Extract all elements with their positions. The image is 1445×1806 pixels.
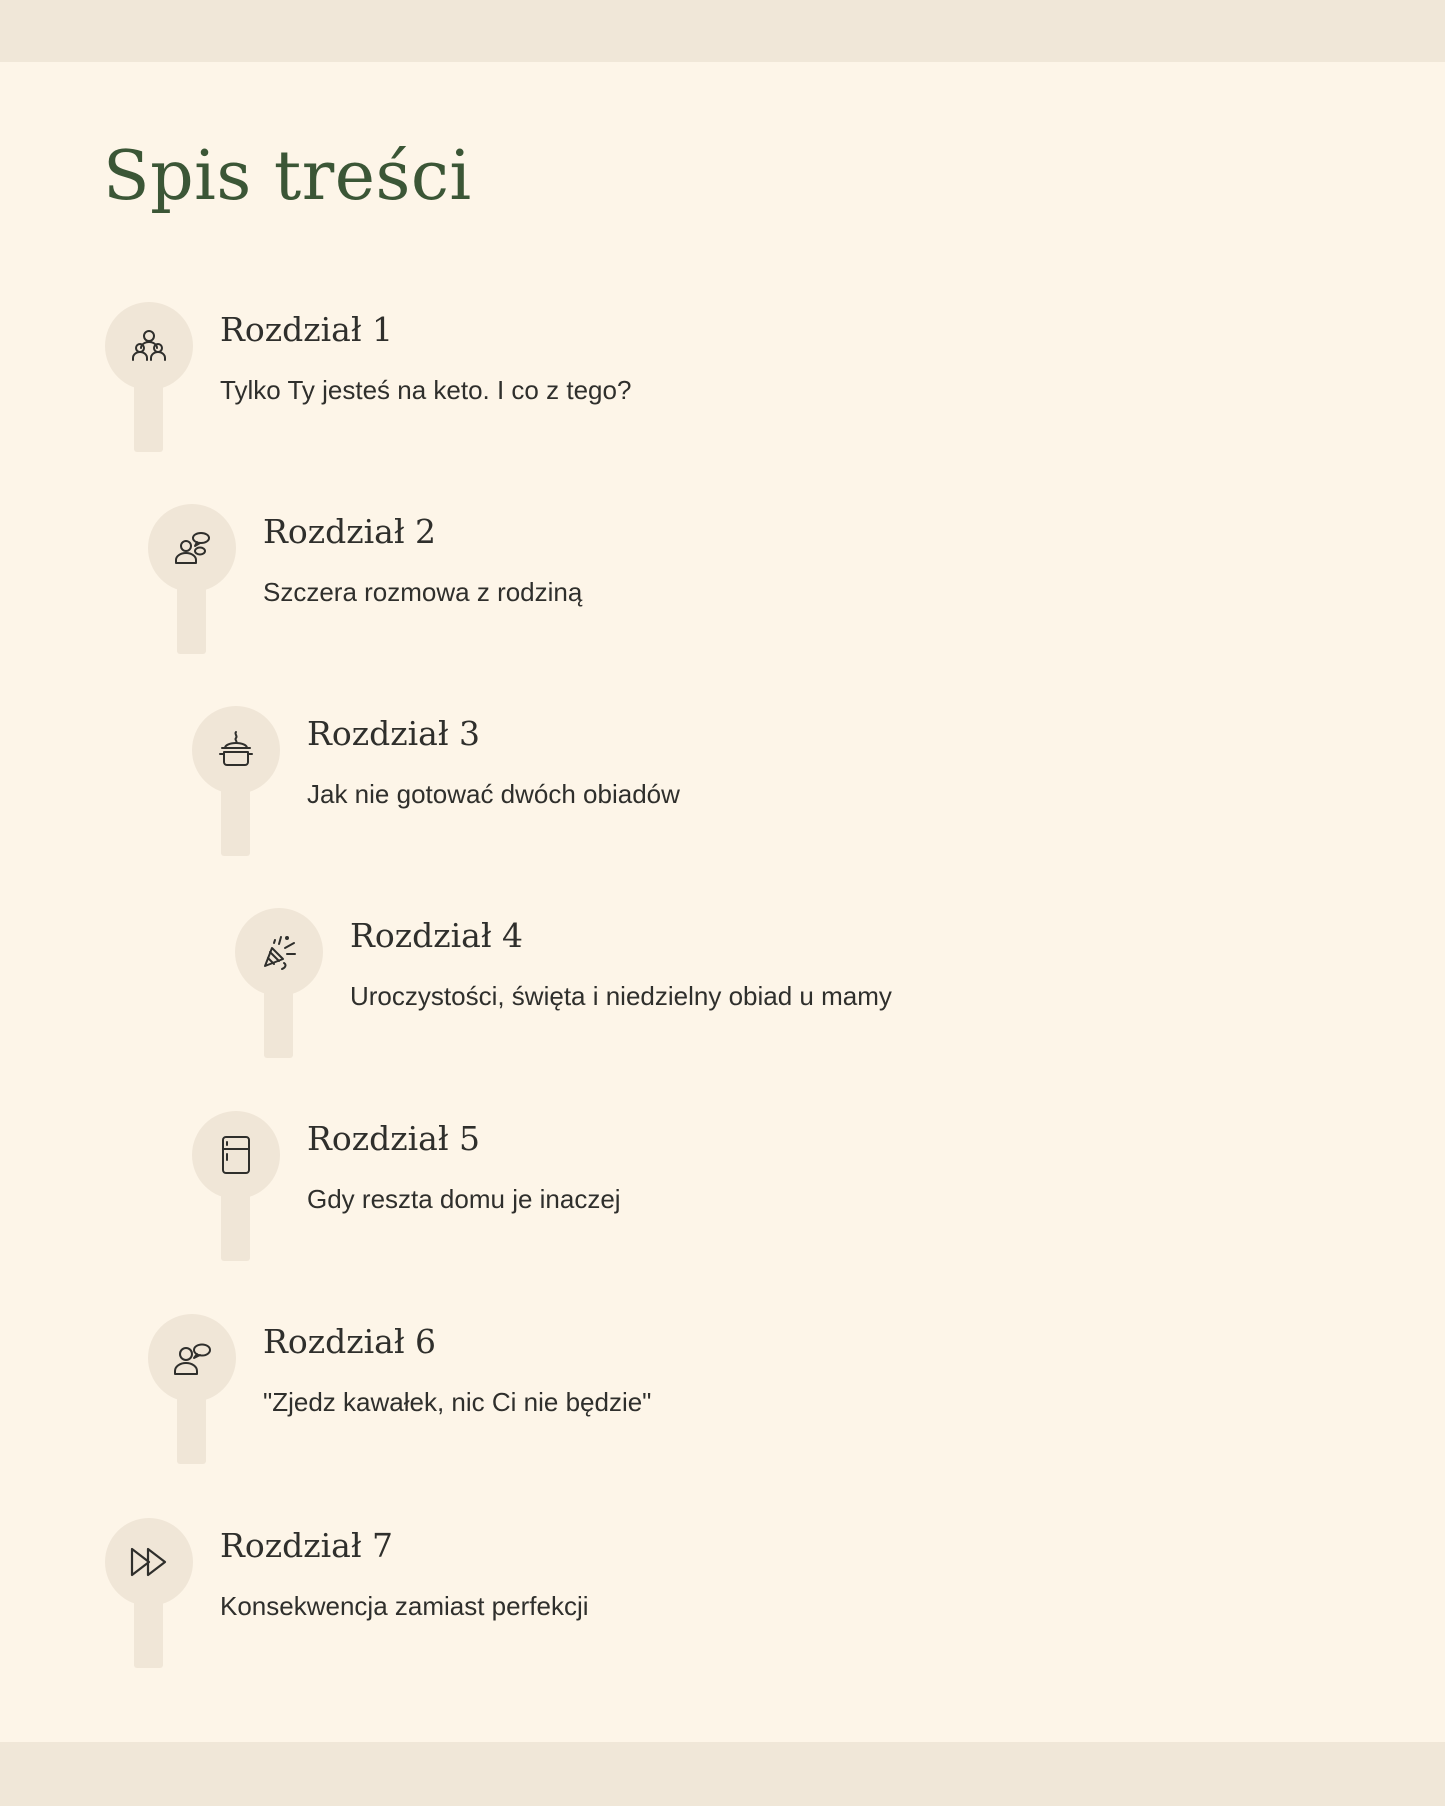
speaking-person-icon [170, 1336, 214, 1380]
timeline-pin [105, 302, 193, 452]
chapter-subtitle: Jak nie gotować dwóch obiadów [307, 779, 680, 809]
chapter-subtitle: Konsekwencja zamiast perfekcji [220, 1591, 589, 1621]
toc-entry-5[interactable] [192, 1111, 1092, 1261]
top-band [0, 0, 1445, 62]
chapter-title: Rozdział 7 [220, 1526, 394, 1565]
toc-entry-2[interactable] [148, 504, 1048, 654]
chapter-title: Rozdział 2 [263, 512, 437, 551]
page-title: Spis treści [103, 137, 472, 216]
chapter-title: Rozdział 6 [263, 1322, 437, 1361]
toc-entry-1[interactable] [105, 302, 1005, 452]
chapter-title: Rozdział 4 [350, 916, 524, 955]
bottom-band [0, 1742, 1445, 1806]
timeline-pin [148, 504, 236, 654]
cooking-pot-icon [214, 728, 258, 772]
chapter-title: Rozdział 1 [220, 310, 394, 349]
fast-forward-icon [127, 1540, 171, 1584]
toc-entry-4[interactable] [235, 908, 1135, 1058]
timeline-pin [192, 706, 280, 856]
chapter-subtitle: "Zjedz kawałek, nic Ci nie będzie" [263, 1387, 652, 1417]
chapter-title: Rozdział 5 [307, 1119, 481, 1158]
toc-entry-7[interactable] [105, 1518, 1005, 1668]
toc-entry-3[interactable] [192, 706, 1092, 856]
chapter-title: Rozdział 3 [307, 714, 481, 753]
timeline-pin [235, 908, 323, 1058]
conversation-icon [170, 526, 214, 570]
timeline-pin [148, 1314, 236, 1464]
party-popper-icon [257, 930, 301, 974]
chapter-subtitle: Szczera rozmowa z rodziną [263, 577, 583, 607]
toc-entry-6[interactable] [148, 1314, 1048, 1464]
chapter-subtitle: Uroczystości, święta i niedzielny obiad u mamy [350, 981, 892, 1011]
timeline-pin [192, 1111, 280, 1261]
family-icon [127, 324, 171, 368]
timeline-pin [105, 1518, 193, 1668]
fridge-icon [214, 1133, 258, 1177]
chapter-subtitle: Gdy reszta domu je inaczej [307, 1184, 621, 1214]
chapter-subtitle: Tylko Ty jesteś na keto. I co z tego? [220, 375, 632, 405]
